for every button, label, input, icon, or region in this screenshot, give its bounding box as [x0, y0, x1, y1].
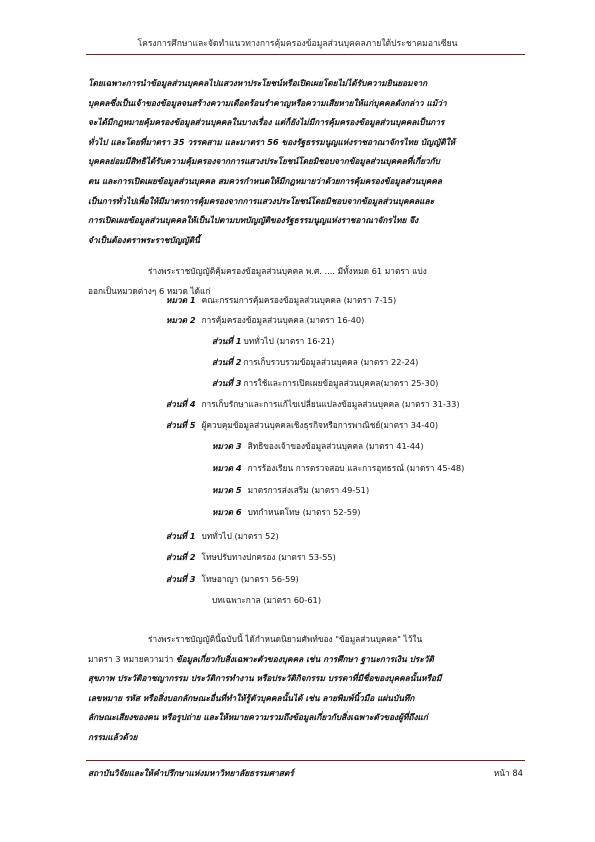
overview-line: ร่างพระราชบัญญัติคุ้มครองข้อมูลส่วนบุคคล พ.ศ. .... มีทั้งหมด 61 มาตรา แบ่ง	[148, 266, 427, 276]
toc-item	[166, 571, 299, 587]
definition-line: ลักษณะเสียงของคน หรือรูปถ่าย และให้หมายความรวมถึงข้อมูลเกี่ยวกับสิ่งเฉพาะตัวของผู้ที่ถึงแก่	[88, 712, 428, 723]
toc-text: คณะกรรมการคุ้มครองข้อมูลส่วนบุคคล (มาตรา 7-15)	[201, 295, 397, 305]
toc-item	[212, 504, 361, 520]
toc-label: ส่วนที่ 5	[166, 420, 196, 430]
definition-paragraph	[88, 630, 525, 748]
toc-label: หมวด 5	[212, 485, 242, 495]
toc-text: บททั่วไป (มาตรา 52)	[201, 531, 279, 541]
footer-institution: สถาบันวิจัยและให้คำปรึกษาแห่งมหาวิทยาลัยธรรมศาสตร์	[88, 768, 294, 778]
toc-item	[166, 528, 279, 544]
toc-item	[212, 482, 369, 498]
toc-label: หมวด 1	[166, 295, 196, 305]
intro-line: เป็นการทั่วไปเพื่อให้มีมาตรการคุ้มครองจากการแสวงประโยชน์โดยมิชอบจากข้อมูลส่วนบุคคลและ	[88, 195, 435, 206]
toc-text: ผู้ควบคุมข้อมูลส่วนบุคคลเชิงธุรกิจหรือการพาณิชย์(มาตรา 34-40)	[201, 420, 439, 430]
toc-text: บทเฉพาะกาล (มาตรา 60-61)	[212, 595, 322, 605]
toc-label: หมวด 6	[212, 507, 242, 517]
definition-line: สุขภาพ ประวัติอาชญากรรม ประวัติการทำงาน หรือประวัติกิจกรรม บรรดาที่มีชื่อของบุคคลนั้นหรือมี	[88, 673, 442, 684]
definition-lead: มาตรา 3 หมายความว่า	[88, 653, 176, 664]
toc-label: ส่วนที่ 2	[166, 552, 196, 562]
toc-text: โทษปรับทางปกครอง (มาตรา 53-55)	[201, 552, 336, 562]
toc-item	[166, 396, 460, 412]
toc-label: หมวด 2	[166, 315, 196, 325]
intro-line: การเปิดเผยข้อมูลส่วนบุคคลให้เป็นไปตามบทบัญญัติของรัฐธรรมนูญแห่งราชอาณาจักรไทย จึง	[88, 215, 419, 226]
definition-line: เลขหมาย รหัส หรือสิ่งบอกลักษณะอื่นที่ทำให้รู้ตัวบุคคลนั้นได้ เช่น ลายพิมพ์นิ้วมือ แผ่นบันทึก	[88, 692, 415, 703]
definition-line	[88, 650, 525, 670]
toc-item	[212, 592, 321, 608]
intro-line: โดยเฉพาะการนำข้อมูลส่วนบุคคลไปแสวงหาประโยชน์หรือเปิดเผยโดยไม่ได้รับความยินยอมจาก	[88, 78, 428, 88]
toc-text: การเก็บรักษาและการแก้ไขเปลี่ยนแปลงข้อมูลส่วนบุคคล (มาตรา 31-33)	[201, 399, 460, 409]
toc-text: มาตรการส่งเสริม (มาตรา 49-51)	[247, 485, 370, 495]
toc-label: ส่วนที่ 4	[166, 399, 196, 409]
toc-text: โทษอาญา (มาตรา 56-59)	[201, 574, 299, 584]
intro-line: จำเป็นต้องตราพระราชบัญญัตินี้	[88, 234, 200, 245]
toc-label: ส่วนที่ 3	[212, 378, 242, 388]
toc-item	[212, 333, 334, 349]
toc-text: การเก็บรวบรวมข้อมูลส่วนบุคคล (มาตรา 22-24)	[243, 357, 419, 367]
definition-line: ร่างพระราชบัญญัตินี้ฉบับนี้ ได้กำหนดนิยามศัพท์ของ "ข้อมูลส่วนบุคคล" ไว้ใน	[148, 634, 423, 644]
intro-line: จะได้มีกฎหมายคุ้มครองข้อมูลส่วนบุคคลในบางเรื่อง แต่ก็ยังไม่มีการคุ้มครองข้อมูลส่วนบุคคลเป็นการ	[88, 117, 445, 128]
toc-item	[212, 375, 438, 391]
toc-item	[212, 460, 464, 476]
intro-line: ตน และการเปิดเผยข้อมูลส่วนบุคคล สมควรกำหนดให้มีกฎหมายว่าด้วยการคุ้มครองข้อมูลส่วนบุคคล	[88, 175, 442, 186]
toc-label: ส่วนที่ 2	[212, 357, 242, 367]
toc-text: บททั่วไป (มาตรา 16-21)	[243, 336, 335, 346]
toc-label: ส่วนที่ 1	[212, 336, 242, 346]
overview-line: ออกเป็นหมวดต่างๆ 6 หมวด ได้แก่	[88, 285, 211, 296]
page-number: หน้า 84	[493, 768, 523, 778]
intro-line: บุคคลซึ่งเป็นเจ้าของข้อมูลจนสร้างความเดือดร้อนรำคาญหรือความเสียหายให้แก่บุคคลดังกล่าว แม้ว่า	[88, 97, 447, 108]
toc-item	[166, 417, 438, 433]
footer-rule	[86, 760, 525, 761]
definition-emphasis: ข้อมูลเกี่ยวกับสิ่งเฉพาะตัวของบุคคล เช่น การศึกษา ฐานะการเงิน ประวัติ	[175, 653, 434, 664]
header-rule	[86, 54, 525, 55]
toc-item	[166, 292, 396, 308]
page-header: โครงการศึกษาและจัดทำแนวทางการคุ้มครองข้อมูลส่วนบุคคลภายใต้ประชาคมอาเซียน	[137, 39, 458, 49]
toc-text: การใช้และการเปิดเผยข้อมูลส่วนบุคคล(มาตรา 25-30)	[243, 378, 439, 388]
toc-text: การคุ้มครองข้อมูลส่วนบุคคล (มาตรา 16-40)	[201, 315, 365, 325]
toc-item	[212, 354, 418, 370]
toc-item	[166, 549, 336, 565]
toc-text: บทกำหนดโทษ (มาตรา 52-59)	[247, 507, 361, 517]
toc-label: หมวด 3	[212, 441, 242, 451]
toc-text: การร้องเรียน การตรวจสอบ และการอุทธรณ์ (มาตรา 45-48)	[247, 463, 465, 473]
toc-text: สิทธิของเจ้าของข้อมูลส่วนบุคคล (มาตรา 41-44)	[247, 441, 424, 451]
toc-label: หมวด 4	[212, 463, 242, 473]
intro-paragraph	[88, 74, 525, 250]
intro-line: บุคคลย่อมมีสิทธิได้รับความคุ้มครองจากการแสวงประโยชน์โดยมิชอบจากข้อมูลส่วนบุคคลที่เกี่ยวกับ	[88, 156, 440, 167]
toc-item	[166, 312, 364, 328]
definition-line: กรรมแล้วด้วย	[88, 731, 138, 742]
toc-label: ส่วนที่ 1	[166, 531, 196, 541]
intro-line: ทั่วไป และโดยที่มาตรา 35 วรรคสาม และมาตรา 56 ของรัฐธรรมนูญแห่งราชอาณาจักรไทย บัญญัติให้	[88, 136, 456, 147]
toc-label: ส่วนที่ 3	[166, 574, 196, 584]
toc-item	[212, 438, 424, 454]
